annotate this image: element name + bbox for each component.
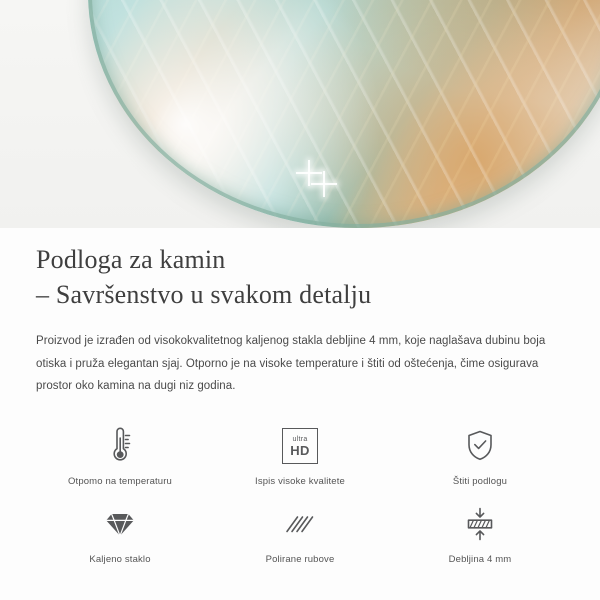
hd-text: HD [290, 442, 310, 458]
ultra-text: ultra [292, 435, 308, 443]
feature-item-print-quality [210, 423, 390, 487]
polished-edges-icon [278, 501, 322, 547]
diamond-icon [98, 501, 142, 547]
thickness-icon [458, 501, 502, 547]
feature-list [0, 423, 600, 565]
thermometer-icon [100, 423, 140, 469]
description-paragraph: Proizvod je izrađen od visokokvalitetnog kaljenog stakla debljine 4 mm, koje naglašava dubinu boja otiska i pruža elegantan sjaj. Otporno je na visoke temperature i štiti od oštećenja, čime osigurava prostor oko kamina na dugi niz godina. [36, 335, 546, 393]
ultra-hd-icon [282, 423, 318, 469]
feature-label: Polirane rubove [265, 554, 335, 566]
content-section [0, 228, 600, 397]
feature-label: Otpomo na temperaturu [67, 476, 172, 488]
feature-label: Štiti podlogu [452, 476, 508, 488]
feature-item-temperature [30, 423, 210, 487]
headline-line-2: – Savršenstvo u svakom detalju [36, 280, 372, 310]
page-title [36, 242, 564, 312]
feature-label: Kaljeno staklo [89, 554, 151, 566]
headline-line-1: Podloga za kamin [36, 245, 226, 274]
feature-item-thickness [390, 501, 570, 565]
hero-image [0, 0, 600, 228]
shield-check-icon [460, 423, 500, 469]
feature-label: Ispis visoke kvalitete [255, 476, 345, 488]
feature-item-surface-protection [390, 423, 570, 487]
feature-item-polished-edges [210, 501, 390, 565]
round-marble-glass-plate-image [88, 0, 600, 228]
feature-item-tempered-glass [30, 501, 210, 565]
feature-label: Debljina 4 mm [448, 554, 512, 566]
